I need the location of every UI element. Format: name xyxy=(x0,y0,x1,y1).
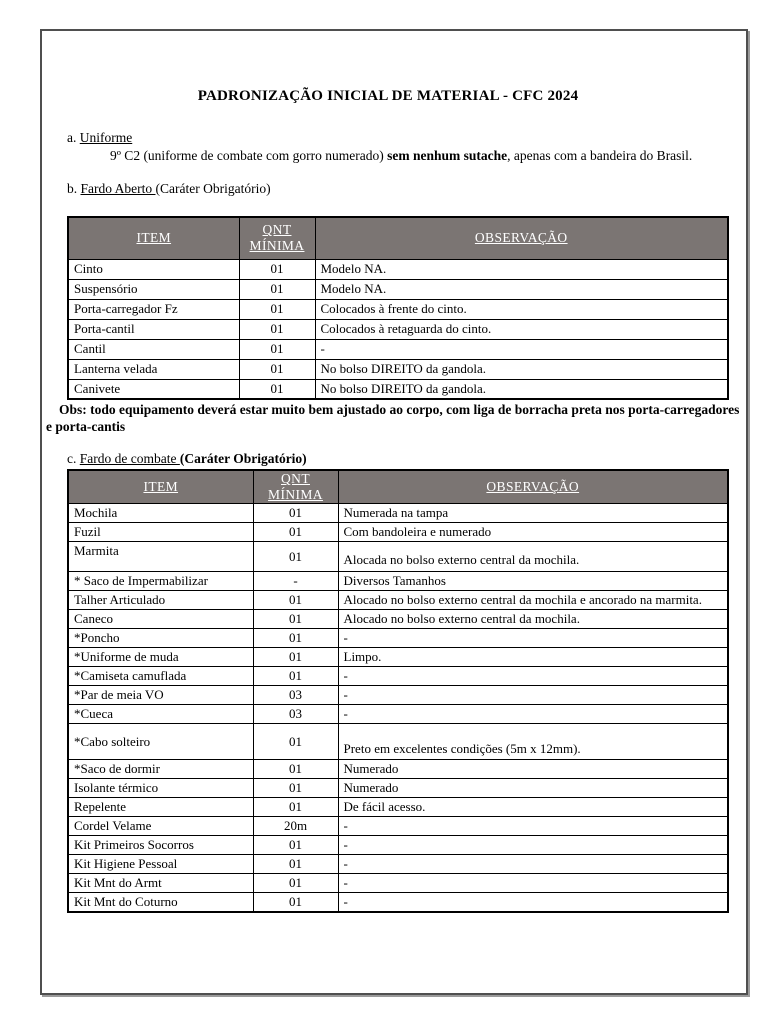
paragraph-text-end: , apenas com a bandeira do Brasil. xyxy=(507,148,693,163)
paragraph-bold-text: sem nenhum sutache xyxy=(387,148,508,163)
item-cell: Kit Higiene Pessoal xyxy=(68,855,253,874)
obs-cell: Colocados à retaguarda do cinto. xyxy=(315,319,728,339)
item-cell: * Saco de Impermabilizar xyxy=(68,572,253,591)
obs-cell: Alocado no bolso externo central da mochila. xyxy=(338,610,728,629)
table-row xyxy=(68,504,728,523)
item-cell: Kit Mnt do Armt xyxy=(68,874,253,893)
qnt-cell: 01 xyxy=(253,760,338,779)
obs-cell: - xyxy=(338,817,728,836)
item-cell: *Cueca xyxy=(68,705,253,724)
obs-cell: Alocada no bolso externo central da mochila. xyxy=(338,542,728,572)
section-c-title: Fardo de combate xyxy=(79,451,180,466)
obs-cell: - xyxy=(338,836,728,855)
table-row xyxy=(68,572,728,591)
qnt-minima-column-header xyxy=(239,217,315,259)
obs-cell: No bolso DIREITO da gandola. xyxy=(315,359,728,379)
table-row xyxy=(68,542,728,572)
table-header-row xyxy=(68,470,728,504)
item-cell: Suspensório xyxy=(68,279,239,299)
section-c-label: c. xyxy=(67,451,77,466)
item-cell: Fuzil xyxy=(68,523,253,542)
table-row xyxy=(68,259,728,279)
obs-cell: - xyxy=(338,705,728,724)
item-column-header xyxy=(68,470,253,504)
qnt-cell: 01 xyxy=(239,339,315,359)
item-cell: Canivete xyxy=(68,379,239,399)
obs-cell: - xyxy=(338,629,728,648)
section-b-label: b. xyxy=(67,181,78,196)
item-cell: Caneco xyxy=(68,610,253,629)
section-c-suffix: (Caráter Obrigatório) xyxy=(179,451,307,466)
obs-header-label: OBSERVAÇÃO xyxy=(474,230,568,246)
item-cell: Cantil xyxy=(68,339,239,359)
table-fardo-de-combate xyxy=(67,469,729,913)
item-cell: *Uniforme de muda xyxy=(68,648,253,667)
qnt-cell: - xyxy=(253,572,338,591)
observacao-column-header xyxy=(315,217,728,259)
section-b-heading xyxy=(67,180,730,197)
qnt-cell: 01 xyxy=(253,542,338,572)
table-row xyxy=(68,379,728,399)
qnt-cell: 01 xyxy=(239,279,315,299)
item-cell: Porta-cantil xyxy=(68,319,239,339)
qnt-header-line2: MÍNIMA xyxy=(249,238,305,254)
obs-cell: Com bandoleira e numerado xyxy=(338,523,728,542)
item-cell: Kit Mnt do Coturno xyxy=(68,893,253,913)
obs-header-label: OBSERVAÇÃO xyxy=(486,479,580,494)
qnt-cell: 01 xyxy=(253,779,338,798)
item-cell: Repelente xyxy=(68,798,253,817)
section-c-heading xyxy=(67,450,730,467)
qnt-header-line1: QNT xyxy=(262,222,292,238)
table-row xyxy=(68,798,728,817)
obs-cell: Numerado xyxy=(338,760,728,779)
table-row xyxy=(68,893,728,913)
obs-cell: Preto em excelentes condições (5m x 12mm). xyxy=(338,724,728,760)
qnt-cell: 03 xyxy=(253,686,338,705)
item-header-label: ITEM xyxy=(136,230,172,246)
table-row xyxy=(68,629,728,648)
qnt-cell: 03 xyxy=(253,705,338,724)
qnt-minima-column-header xyxy=(253,470,338,504)
section-b-suffix: (Caráter Obrigatório) xyxy=(155,181,271,196)
table-header-row xyxy=(68,217,728,259)
obs-cell: - xyxy=(338,893,728,913)
qnt-cell: 01 xyxy=(253,610,338,629)
item-cell: Marmita xyxy=(68,542,253,572)
uniform-paragraph xyxy=(46,147,722,164)
table-row xyxy=(68,591,728,610)
qnt-header-line1: QNT xyxy=(281,471,310,486)
item-cell: *Camiseta camuflada xyxy=(68,667,253,686)
obs-cell: De fácil acesso. xyxy=(338,798,728,817)
obs-cell: Numerado xyxy=(338,779,728,798)
qnt-cell: 01 xyxy=(253,724,338,760)
qnt-cell: 01 xyxy=(253,874,338,893)
table-row xyxy=(68,610,728,629)
obs-cell: Numerada na tampa xyxy=(338,504,728,523)
item-cell: *Par de meia VO xyxy=(68,686,253,705)
table-row xyxy=(68,779,728,798)
table-row xyxy=(68,686,728,705)
qnt-cell: 01 xyxy=(239,259,315,279)
table-row xyxy=(68,855,728,874)
item-cell: *Cabo solteiro xyxy=(68,724,253,760)
item-cell: Mochila xyxy=(68,504,253,523)
obs-cell: Modelo NA. xyxy=(315,279,728,299)
table-row xyxy=(68,648,728,667)
table-row xyxy=(68,667,728,686)
observacao-column-header xyxy=(338,470,728,504)
item-cell: Lanterna velada xyxy=(68,359,239,379)
table-row xyxy=(68,279,728,299)
qnt-cell: 01 xyxy=(239,359,315,379)
section-a-heading xyxy=(67,129,730,146)
obs-cell: Limpo. xyxy=(338,648,728,667)
obs-cell: - xyxy=(338,855,728,874)
table-row xyxy=(68,319,728,339)
table-row xyxy=(68,339,728,359)
item-cell: Cinto xyxy=(68,259,239,279)
item-cell: Talher Articulado xyxy=(68,591,253,610)
item-cell: *Saco de dormir xyxy=(68,760,253,779)
qnt-cell: 01 xyxy=(239,319,315,339)
obs-cell: Colocados à frente do cinto. xyxy=(315,299,728,319)
item-column-header xyxy=(68,217,239,259)
qnt-cell: 01 xyxy=(253,667,338,686)
table-row xyxy=(68,359,728,379)
qnt-cell: 01 xyxy=(253,855,338,874)
qnt-cell: 01 xyxy=(239,299,315,319)
item-cell: *Poncho xyxy=(68,629,253,648)
qnt-cell: 01 xyxy=(239,379,315,399)
section-a-label: a. xyxy=(67,130,77,145)
qnt-cell: 20m xyxy=(253,817,338,836)
item-cell: Kit Primeiros Socorros xyxy=(68,836,253,855)
qnt-cell: 01 xyxy=(253,798,338,817)
table-row xyxy=(68,760,728,779)
qnt-cell: 01 xyxy=(253,893,338,913)
table-row xyxy=(68,817,728,836)
qnt-cell: 01 xyxy=(253,591,338,610)
qnt-header-line2: MÍNIMA xyxy=(268,487,323,502)
table-row xyxy=(68,874,728,893)
obs-cell: Diversos Tamanhos xyxy=(338,572,728,591)
document-page xyxy=(40,29,748,995)
qnt-cell: 01 xyxy=(253,523,338,542)
qnt-cell: 01 xyxy=(253,504,338,523)
section-a-title: Uniforme xyxy=(79,130,133,145)
obs-note: Obs: todo equipamento deverá estar muito bem ajustado ao corpo, com liga de borracha preta nos porta-carregadores e porta-cantis xyxy=(46,402,740,434)
table-fardo-aberto xyxy=(67,216,729,400)
item-header-label: ITEM xyxy=(143,479,179,494)
obs-cell: - xyxy=(315,339,728,359)
item-cell: Cordel Velame xyxy=(68,817,253,836)
table-row xyxy=(68,705,728,724)
section-b-title: Fardo Aberto xyxy=(80,181,156,196)
qnt-cell: 01 xyxy=(253,836,338,855)
obs-cell: No bolso DIREITO da gandola. xyxy=(315,379,728,399)
paragraph-text-start: 9º C2 (uniforme de combate com gorro numerado) xyxy=(110,148,388,163)
obs-cell: - xyxy=(338,874,728,893)
table-row xyxy=(68,724,728,760)
item-cell: Porta-carregador Fz xyxy=(68,299,239,319)
page-title: PADRONIZAÇÃO INICIAL DE MATERIAL - CFC 2024 xyxy=(197,88,579,104)
obs-cell: Alocado no bolso externo central da mochila e ancorado na marmita. xyxy=(338,591,728,610)
qnt-cell: 01 xyxy=(253,629,338,648)
obs-cell: Modelo NA. xyxy=(315,259,728,279)
obs-cell: - xyxy=(338,686,728,705)
obs-cell: - xyxy=(338,667,728,686)
table-row xyxy=(68,299,728,319)
table-row xyxy=(68,523,728,542)
qnt-cell: 01 xyxy=(253,648,338,667)
item-cell: Isolante térmico xyxy=(68,779,253,798)
table-row xyxy=(68,836,728,855)
